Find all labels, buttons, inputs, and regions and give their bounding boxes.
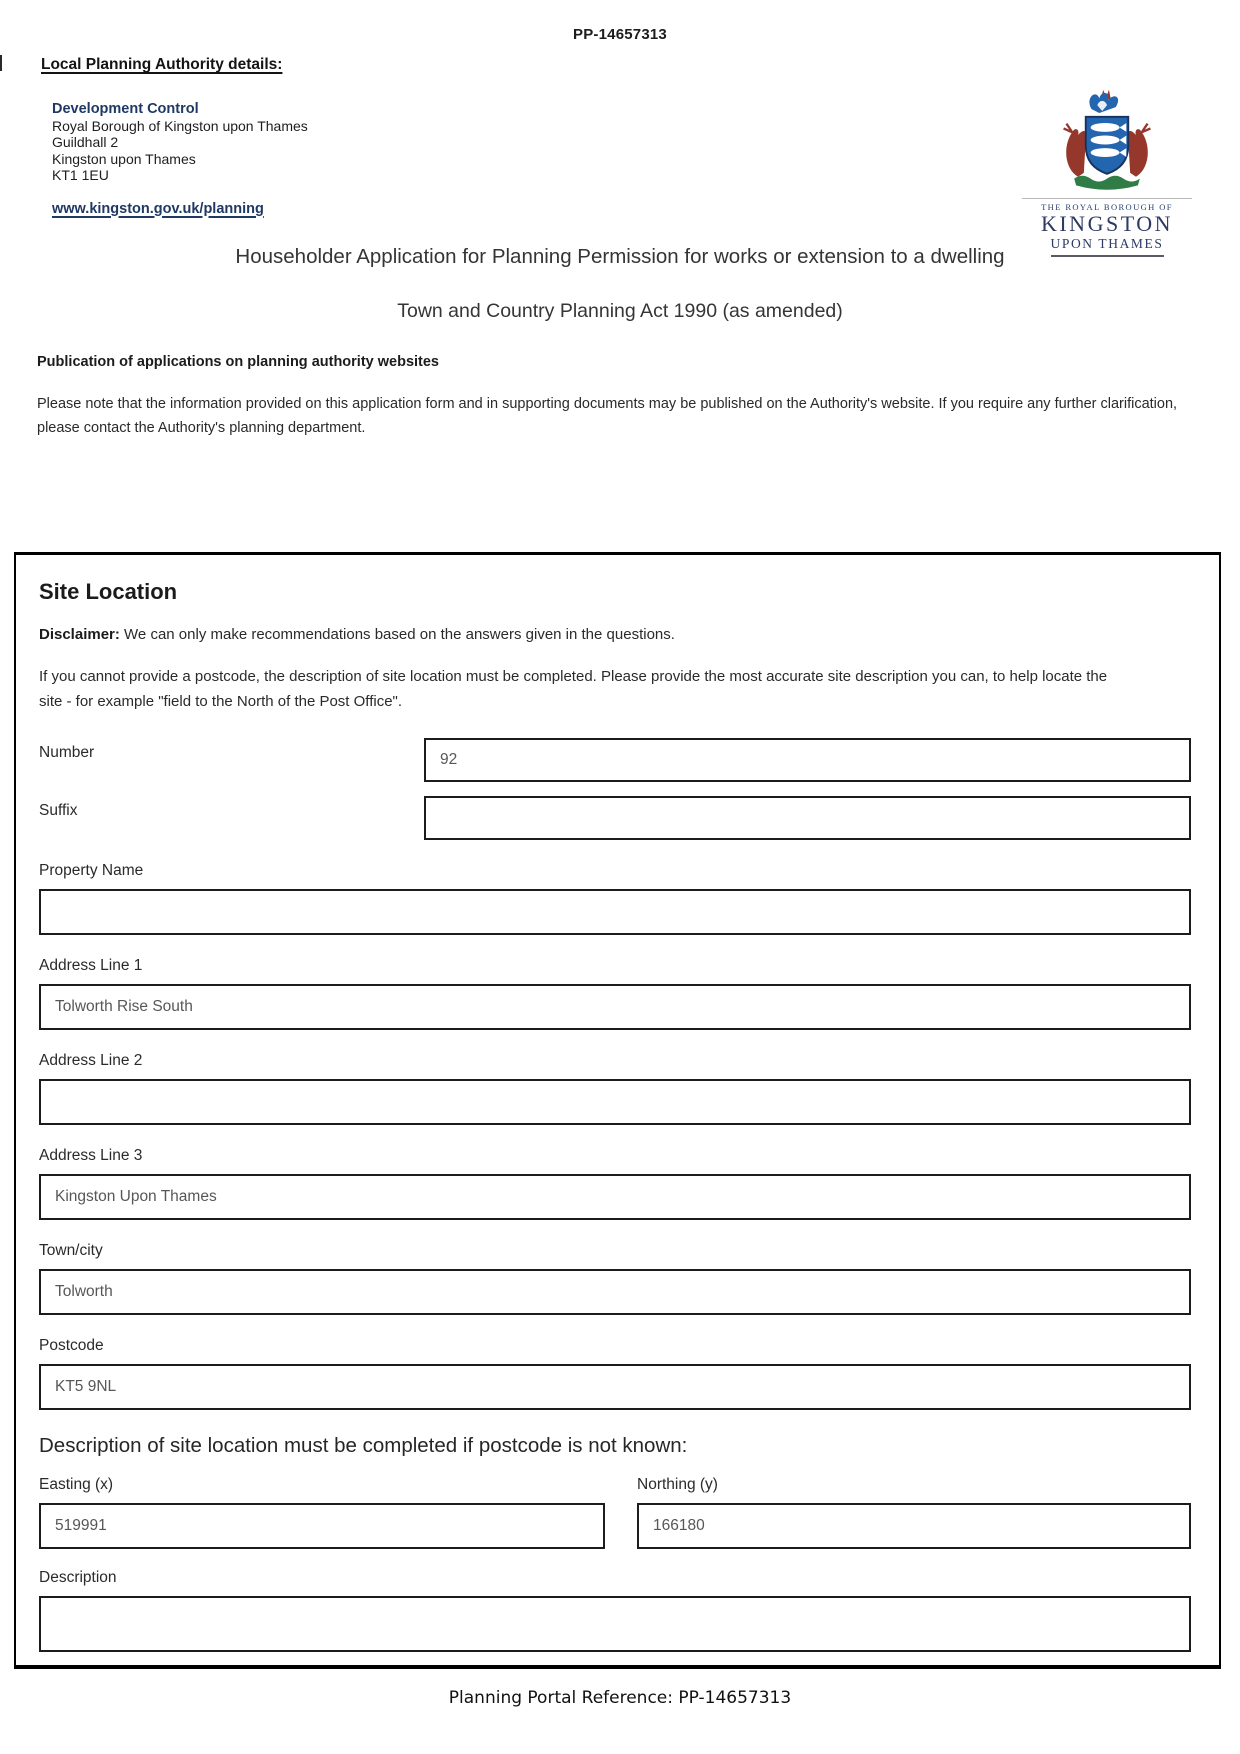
suffix-input[interactable] <box>424 796 1191 840</box>
portal-reference-footer: Planning Portal Reference: PP-14657313 <box>448 1688 792 1708</box>
department-name: Development Control <box>52 101 199 117</box>
publication-heading: Publication of applications on planning authority websites <box>37 353 439 370</box>
planning-reference: PP-14657313 <box>573 26 667 43</box>
address-line: Kingston upon Thames <box>52 150 196 167</box>
address-line-3-label: Address Line 3 <box>39 1146 143 1164</box>
town-city-input[interactable] <box>39 1269 1191 1315</box>
easting-label: Easting (x) <box>39 1475 114 1493</box>
suffix-label: Suffix <box>39 801 78 819</box>
easting-input[interactable] <box>39 1503 605 1549</box>
address-line-1-input[interactable] <box>39 984 1191 1030</box>
address-line-1-field <box>39 957 1191 1030</box>
form-subtitle: Town and Country Planning Act 1990 (as amended) <box>397 299 843 322</box>
lpa-details-heading: Local Planning Authority details: <box>41 56 283 73</box>
postcode-label: Postcode <box>39 1336 104 1354</box>
kingston-coat-of-arms-icon <box>1049 84 1165 196</box>
address-line: Guildhall 2 <box>52 134 119 150</box>
postcode-input[interactable] <box>39 1364 1191 1410</box>
planning-website-link[interactable]: www.kingston.gov.uk/planning <box>52 200 264 217</box>
property-name-label: Property Name <box>39 861 144 879</box>
northing-input[interactable] <box>637 1503 1191 1549</box>
address-line-1-label: Address Line 1 <box>39 956 143 974</box>
town-city-field <box>39 1242 1191 1315</box>
address-line-2-label: Address Line 2 <box>39 1051 143 1069</box>
kingston-logo <box>1022 84 1192 257</box>
number-field-row <box>39 738 1191 782</box>
publication-note: Please note that the information provided on this application form and in supporting documents may be published on the Authority's website. If you require any further clarification, please contact the Authority's planning department. <box>37 395 1178 436</box>
northing-label: Northing (y) <box>637 1475 718 1493</box>
lpa-details-row <box>0 43 1240 74</box>
site-location-heading: Site Location <box>39 578 178 604</box>
address-line-3-field <box>39 1147 1191 1220</box>
easting-field <box>39 1476 605 1549</box>
disclaimer-label: Disclaimer: <box>39 625 120 643</box>
address-line: KT1 1EU <box>52 167 109 183</box>
address-line-2-input[interactable] <box>39 1079 1191 1125</box>
suffix-field-row <box>39 796 1191 840</box>
northing-field <box>637 1476 1191 1549</box>
number-input[interactable] <box>424 738 1191 782</box>
address-line-2-field <box>39 1052 1191 1125</box>
form-title: Householder Application for Planning Permission for works or extension to a dwelling <box>235 244 1005 268</box>
coordinates-row <box>39 1476 1191 1549</box>
address-line: Royal Borough of Kingston upon Thames <box>52 117 308 134</box>
disclaimer-text: We can only make recommendations based on the answers given in the questions. <box>124 625 675 643</box>
description-input[interactable] <box>39 1596 1191 1652</box>
disclaimer-line <box>39 625 1191 644</box>
text-cursor-artifact <box>0 55 2 71</box>
postcode-field <box>39 1337 1191 1410</box>
description-label: Description <box>39 1568 117 1586</box>
description-section-heading: Description of site location must be completed if postcode is not known: <box>39 1433 688 1457</box>
number-label: Number <box>39 743 95 761</box>
logo-caption-large: KINGSTON <box>1040 211 1174 236</box>
property-name-input[interactable] <box>39 889 1191 935</box>
property-name-field <box>39 862 1191 935</box>
logo-caption-small: THE ROYAL BOROUGH OF <box>1041 202 1173 212</box>
address-line-3-input[interactable] <box>39 1174 1191 1220</box>
description-field <box>39 1569 1191 1652</box>
logo-captions <box>1022 198 1192 257</box>
postcode-instructions: If you cannot provide a postcode, the description of site location must be completed. Please provide the most accurate site description you can, to help locate the site - for example "field to the North of the Post Office". <box>39 667 1108 710</box>
site-location-section <box>14 552 1221 1669</box>
logo-caption-bottom: UPON THAMES <box>1051 236 1164 257</box>
town-city-label: Town/city <box>39 1241 103 1259</box>
